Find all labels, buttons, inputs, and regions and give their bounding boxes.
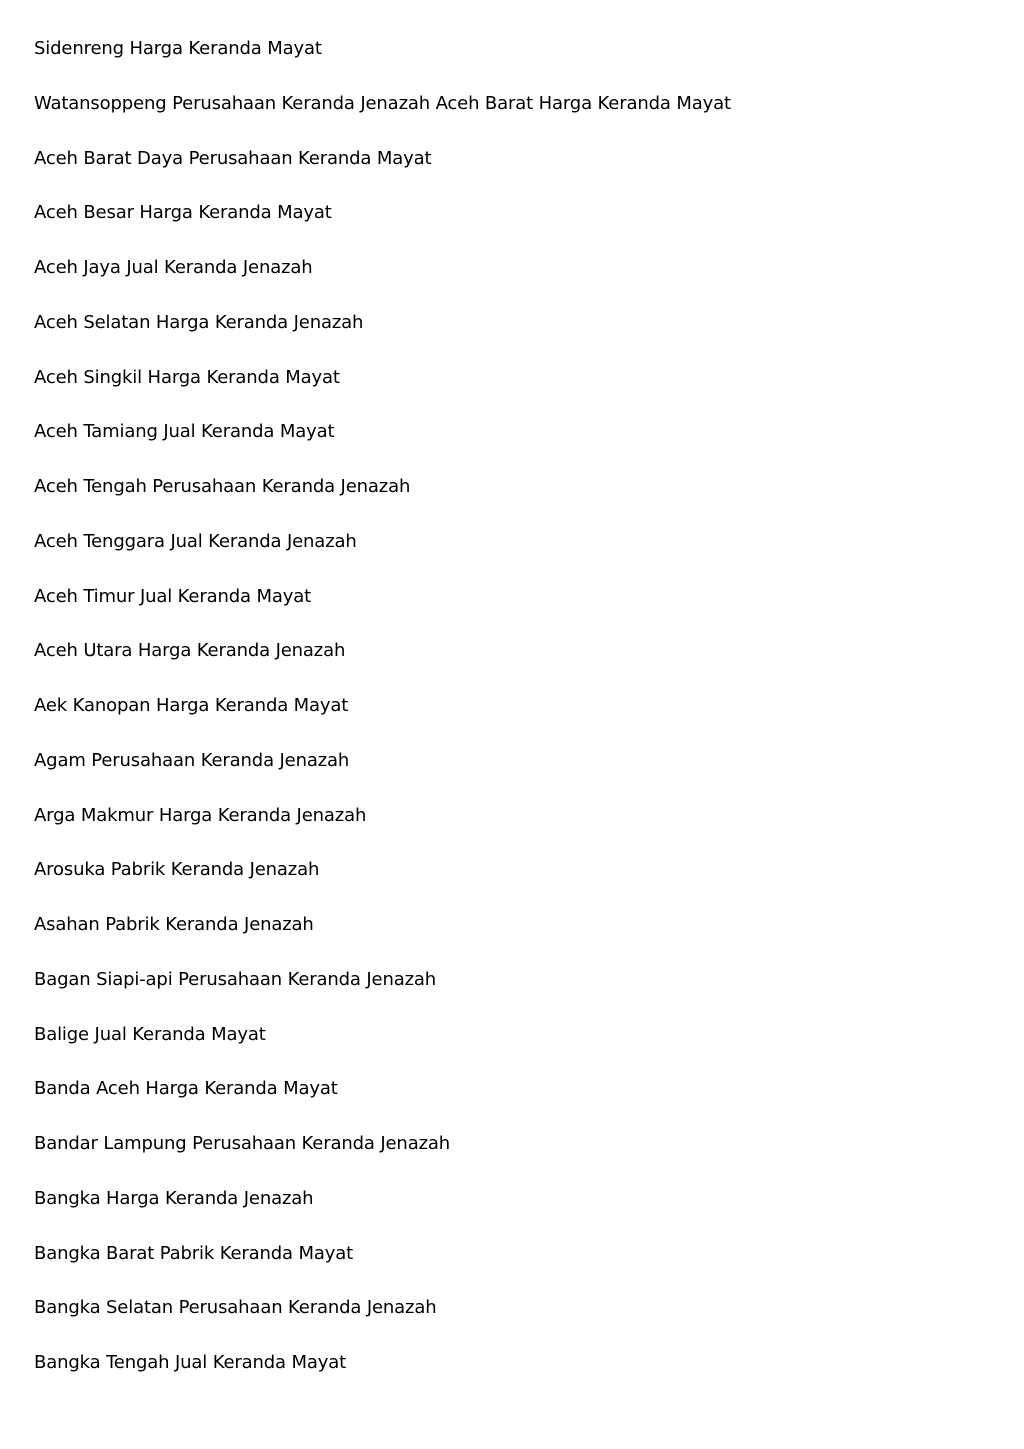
text-line: Aceh Tamiang Jual Keranda Mayat [34, 421, 335, 443]
text-line: Bandar Lampung Perusahaan Keranda Jenazah [34, 1133, 451, 1154]
text-line: Aceh Timur Jual Keranda Mayat [34, 585, 312, 607]
text-line: Aceh Tengah Perusahaan Keranda Jenazah [34, 476, 411, 497]
text-line: Aek Kanopan Harga Keranda Mayat [34, 695, 349, 716]
text-line: Aceh Besar Harga Keranda Mayat [34, 202, 332, 224]
text-line: Balige Jual Keranda Mayat [34, 1023, 266, 1045]
text-line: Watansoppeng Perusahaan Keranda Jenazah Aceh Barat Harga Keranda Mayat [34, 92, 731, 114]
text-line: Sidenreng Harga Keranda Mayat [34, 38, 322, 59]
text-line: Aceh Singkil Harga Keranda Mayat [34, 366, 340, 388]
text-line: Bangka Tengah Jual Keranda Mayat [34, 1352, 347, 1373]
text-line: Aceh Tenggara Jual Keranda Jenazah [34, 530, 357, 552]
text-line-list [34, 36, 731, 1405]
text-line: Aceh Jaya Jual Keranda Jenazah [34, 257, 313, 278]
text-line: Aceh Selatan Harga Keranda Jenazah [34, 311, 364, 333]
text-line: Bangka Harga Keranda Jenazah [34, 1187, 314, 1209]
text-line: Bangka Barat Pabrik Keranda Mayat [34, 1242, 354, 1264]
text-line: Banda Aceh Harga Keranda Mayat [34, 1078, 338, 1100]
text-line: Asahan Pabrik Keranda Jenazah [34, 914, 314, 935]
text-line: Aceh Barat Daya Perusahaan Keranda Mayat [34, 147, 432, 169]
text-line: Bangka Selatan Perusahaan Keranda Jenazah [34, 1297, 437, 1319]
text-line: Arosuka Pabrik Keranda Jenazah [34, 859, 320, 881]
text-line: Aceh Utara Harga Keranda Jenazah [34, 640, 346, 662]
text-line: Arga Makmur Harga Keranda Jenazah [34, 804, 367, 826]
text-line: Bagan Siapi-api Perusahaan Keranda Jenazah [34, 968, 437, 990]
text-line: Agam Perusahaan Keranda Jenazah [34, 749, 350, 771]
